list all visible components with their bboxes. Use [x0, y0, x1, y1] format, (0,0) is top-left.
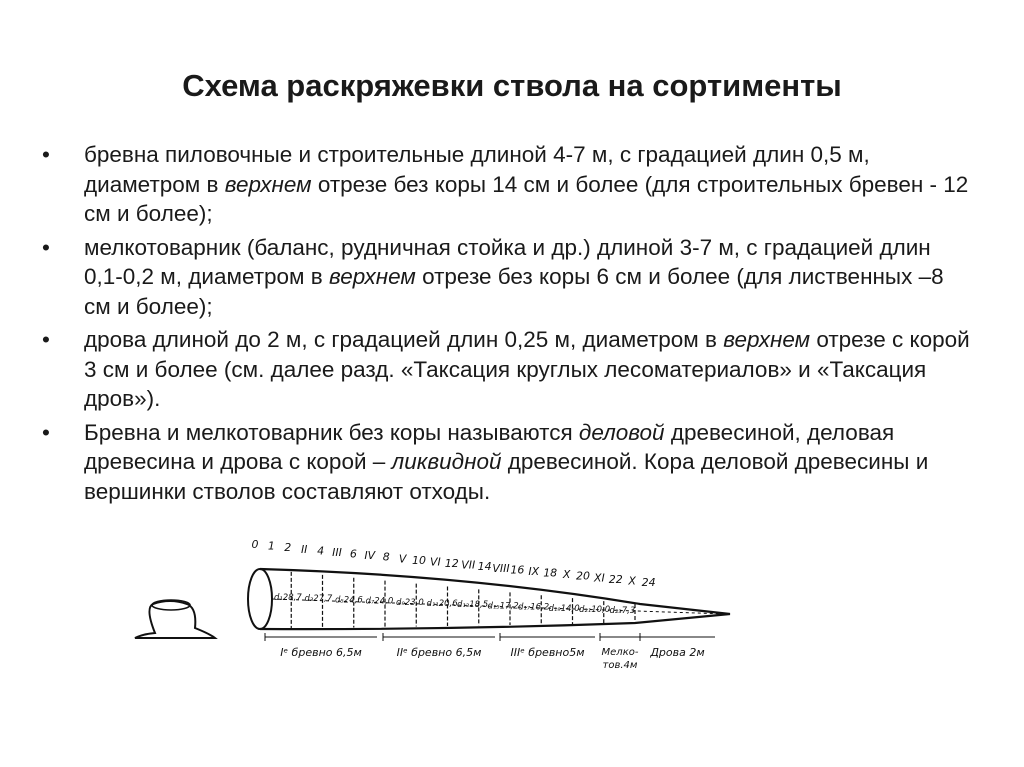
bullet-text: бревна пиловочные и строительные длиной 4-7 м, с градацией длин 0,5 м, диаметром в	[84, 142, 870, 197]
top-mark-label: 12	[444, 557, 459, 570]
top-mark-label: VIII	[492, 561, 510, 575]
bullet-item	[40, 325, 975, 414]
top-mark-label: V	[398, 552, 407, 566]
top-mark-label: IV	[364, 549, 376, 563]
bullet-item	[40, 233, 975, 322]
segment-label: IIIᵉ бревно5м	[510, 646, 585, 659]
top-mark-label: 18	[543, 566, 558, 580]
diameter-label: d₂₃7,3	[609, 606, 636, 617]
trunk-bucking-diagram	[115, 530, 735, 685]
bullet-text: Бревна и мелкотоварник без коры называются	[84, 419, 579, 445]
segment-label: Iᵉ бревно 6,5м	[280, 646, 362, 659]
diameter-label: d₂₁10,0	[579, 605, 611, 615]
bullet-text: древесиной, деловая древесина и дрова с корой –	[84, 419, 895, 474]
diameter-label: d₃27,7	[304, 594, 333, 605]
diameter-label: d₁₁20,6	[426, 599, 458, 609]
bullet-item	[40, 418, 975, 507]
top-mark-label: 8	[382, 550, 390, 564]
top-mark-label: 6	[349, 547, 357, 561]
top-mark-label: IX	[528, 564, 540, 578]
emphasized-text: деловой	[578, 419, 665, 445]
top-mark-label: 1	[267, 539, 275, 553]
segment-labels	[265, 633, 715, 671]
top-mark-label: VI	[430, 555, 441, 569]
diameter-label: d₁₃18,5	[457, 600, 489, 611]
top-mark-label: VII	[461, 558, 476, 572]
bullet-text: древесиной. Кора деловой древесины и вершинки стволов составляют отходы.	[84, 449, 929, 504]
top-mark-label: 4	[317, 544, 325, 558]
segment-label: Дрова 2м	[650, 646, 705, 659]
bullet-text: мелкотоварник (баланс, рудничная стойка и др.) длиной 3-7 м, с градацией длин 0,1-0,2 м, диаметром в	[84, 234, 931, 289]
diameter-label: d₉23,0	[396, 597, 424, 608]
bullet-marker: •	[42, 419, 50, 445]
top-mark-label: 14	[477, 560, 492, 574]
top-mark-label: 10	[412, 553, 426, 567]
diameter-label: d₁₉14,0	[548, 603, 580, 614]
diameter-label: d₅24,6	[335, 595, 363, 606]
segment-label: IIᵉ бревно 6,5м	[396, 646, 482, 659]
diameter-label: d₁28,7	[274, 593, 302, 603]
top-mark-label: 24	[641, 576, 656, 589]
top-mark-label: 22	[608, 572, 623, 586]
segment-label: Мелко-тов.4м	[601, 647, 639, 671]
top-mark-label: III	[332, 545, 342, 559]
top-mark-label: X	[628, 574, 636, 588]
diameter-label: d₇24,0	[365, 596, 394, 607]
top-mark-label: 20	[576, 569, 590, 583]
bullet-marker: •	[42, 327, 50, 352]
top-mark-label: X	[562, 568, 571, 582]
top-mark-label: 16	[510, 563, 525, 577]
bullet-marker: •	[42, 234, 50, 260]
emphasized-text: верхнем	[723, 327, 811, 352]
stump-drawing	[135, 601, 215, 638]
trunk-butt-end	[248, 569, 272, 629]
top-mark-label: 0	[251, 538, 259, 551]
bullet-text: отрезе с корой 3 см и более (см. далее разд. «Таксация круглых лесоматериалов» и «Таксация дров»).	[84, 327, 970, 411]
diameter-label: d₁₇16,2	[518, 602, 550, 613]
diameter-labels	[274, 593, 635, 616]
emphasized-text: верхнем	[224, 171, 312, 197]
bullet-marker: •	[42, 142, 50, 167]
bullet-text: отрезе без коры 6 см и более (для лиственных –8 см и более);	[84, 264, 944, 319]
bullet-text: дрова длиной до 2 м, с градацией длин 0,25 м, диаметром в	[84, 327, 724, 352]
emphasized-text: ликвидной	[391, 449, 502, 474]
bullet-text: отрезе без коры 14 см и более (для строительных бревен - 12 см и более);	[84, 171, 969, 226]
slide-title: Схема раскряжевки ствола на сортименты	[182, 68, 842, 103]
emphasized-text: верхнем	[328, 264, 416, 289]
diameter-label: d₁₅17,2	[487, 601, 519, 612]
top-mark-label: 2	[284, 541, 292, 555]
top-mark-label: II	[300, 542, 308, 556]
top-mark-label: XI	[594, 571, 605, 585]
bullet-list	[40, 140, 975, 510]
bullet-item	[40, 140, 975, 229]
